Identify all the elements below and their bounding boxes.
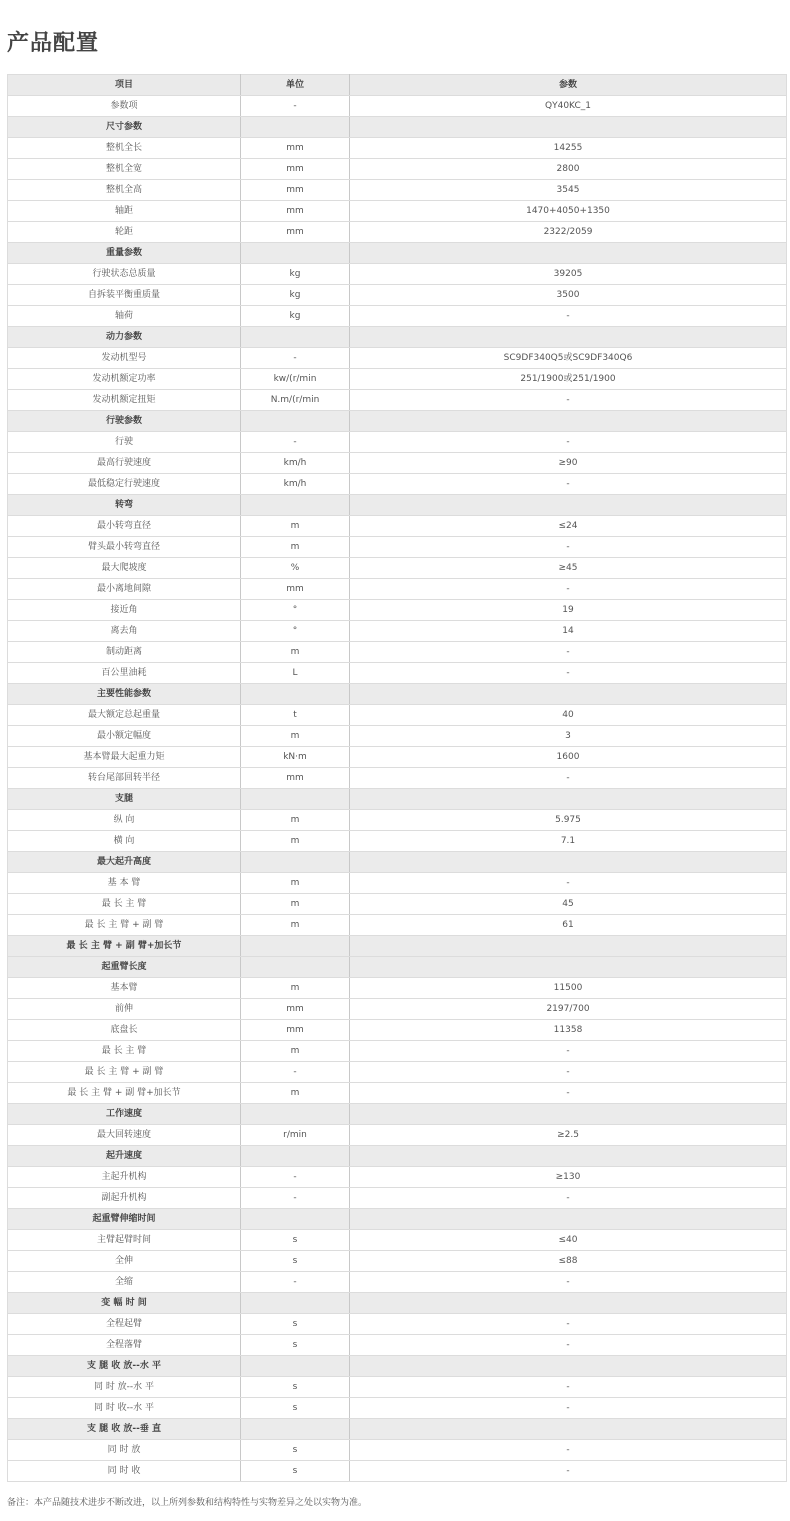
section-title: 最 长 主 臂 + 副 臂+加长节	[8, 936, 241, 957]
table-row	[8, 474, 787, 495]
row-item: 最小转弯直径	[8, 516, 241, 537]
row-item: 转台尾部回转半径	[8, 768, 241, 789]
table-row	[8, 1461, 787, 1482]
row-value: 3500	[350, 285, 787, 306]
row-value: ≥90	[350, 453, 787, 474]
row-value	[350, 1146, 787, 1167]
row-value: ≤24	[350, 516, 787, 537]
table-row	[8, 159, 787, 180]
table-row	[8, 1167, 787, 1188]
row-unit: %	[241, 558, 350, 579]
table-row	[8, 1125, 787, 1146]
row-item: 轴距	[8, 201, 241, 222]
row-value	[350, 327, 787, 348]
section-header-row	[8, 117, 787, 138]
row-item: 全程起臂	[8, 1314, 241, 1335]
row-value: 11500	[350, 978, 787, 999]
table-row	[8, 873, 787, 894]
row-value	[350, 495, 787, 516]
row-item: 百公里油耗	[8, 663, 241, 684]
row-unit: kg	[241, 306, 350, 327]
row-value: ≥130	[350, 1167, 787, 1188]
header-item: 项目	[8, 75, 241, 96]
table-row	[8, 894, 787, 915]
section-title: 重量参数	[8, 243, 241, 264]
row-unit: -	[241, 96, 350, 117]
section-header-row	[8, 684, 787, 705]
row-unit: kw/(r/min	[241, 369, 350, 390]
row-unit: s	[241, 1461, 350, 1482]
row-value: ≥2.5	[350, 1125, 787, 1146]
table-row	[8, 600, 787, 621]
row-unit: s	[241, 1377, 350, 1398]
row-value: -	[350, 1062, 787, 1083]
row-value: -	[350, 1461, 787, 1482]
row-unit	[241, 327, 350, 348]
row-unit: s	[241, 1335, 350, 1356]
row-value: 2197/700	[350, 999, 787, 1020]
row-item: 自拆装平衡重质量	[8, 285, 241, 306]
row-item: 主臂起臂时间	[8, 1230, 241, 1251]
section-title: 起升速度	[8, 1146, 241, 1167]
section-header-row	[8, 1104, 787, 1125]
row-unit: m	[241, 516, 350, 537]
row-item: 最小离地间隙	[8, 579, 241, 600]
row-value	[350, 1209, 787, 1230]
spec-table	[7, 74, 787, 1482]
row-unit	[241, 1419, 350, 1440]
section-header-row	[8, 495, 787, 516]
row-unit: -	[241, 1062, 350, 1083]
row-value: 11358	[350, 1020, 787, 1041]
table-row	[8, 1230, 787, 1251]
section-title: 主要性能参数	[8, 684, 241, 705]
table-row	[8, 1272, 787, 1293]
row-unit	[241, 1146, 350, 1167]
row-unit: mm	[241, 999, 350, 1020]
row-value: -	[350, 1335, 787, 1356]
row-item: 底盘长	[8, 1020, 241, 1041]
row-value: ≥45	[350, 558, 787, 579]
table-row	[8, 768, 787, 789]
row-value	[350, 852, 787, 873]
row-value	[350, 1419, 787, 1440]
row-value: ≤40	[350, 1230, 787, 1251]
row-unit	[241, 936, 350, 957]
row-item: 发动机额定功率	[8, 369, 241, 390]
section-header-row	[8, 1146, 787, 1167]
row-value: ≤88	[350, 1251, 787, 1272]
row-unit: m	[241, 1083, 350, 1104]
row-value: 5.975	[350, 810, 787, 831]
footnote: 备注：本产品随技术进步不断改进，以上所列参数和结构特性与实物差异之处以实物为准。	[7, 1498, 368, 1508]
row-item: 轴荷	[8, 306, 241, 327]
row-value: -	[350, 579, 787, 600]
row-value: 1600	[350, 747, 787, 768]
row-item: 发动机型号	[8, 348, 241, 369]
row-value: -	[350, 1272, 787, 1293]
section-header-row	[8, 957, 787, 978]
row-value	[350, 789, 787, 810]
row-value	[350, 936, 787, 957]
row-unit: t	[241, 705, 350, 726]
row-unit	[241, 1293, 350, 1314]
row-item: 最高行驶速度	[8, 453, 241, 474]
row-unit: mm	[241, 579, 350, 600]
table-row	[8, 453, 787, 474]
row-item: 最大额定总起重量	[8, 705, 241, 726]
section-header-row	[8, 411, 787, 432]
row-item: 最 长 主 臂 + 副 臂+加长节	[8, 1083, 241, 1104]
row-value: 40	[350, 705, 787, 726]
row-unit: -	[241, 1272, 350, 1293]
row-value: -	[350, 390, 787, 411]
row-item: 行驶	[8, 432, 241, 453]
row-unit: mm	[241, 768, 350, 789]
row-item: 同 时 放	[8, 1440, 241, 1461]
row-unit: mm	[241, 1020, 350, 1041]
header-unit: 单位	[241, 75, 350, 96]
section-title: 转弯	[8, 495, 241, 516]
row-item: 整机全宽	[8, 159, 241, 180]
table-row	[8, 978, 787, 999]
section-header-row	[8, 1419, 787, 1440]
row-value: -	[350, 642, 787, 663]
row-unit: m	[241, 894, 350, 915]
table-row	[8, 663, 787, 684]
row-item: 离去角	[8, 621, 241, 642]
row-unit: mm	[241, 222, 350, 243]
row-unit: °	[241, 600, 350, 621]
row-value: 2322/2059	[350, 222, 787, 243]
table-row	[8, 180, 787, 201]
row-unit: -	[241, 1188, 350, 1209]
table-row	[8, 1083, 787, 1104]
row-value: 3545	[350, 180, 787, 201]
row-value: -	[350, 432, 787, 453]
section-header-row	[8, 852, 787, 873]
row-value: SC9DF340Q5或SC9DF340Q6	[350, 348, 787, 369]
table-row	[8, 915, 787, 936]
row-item: 副起升机构	[8, 1188, 241, 1209]
table-row	[8, 432, 787, 453]
table-row	[8, 537, 787, 558]
table-row	[8, 1041, 787, 1062]
table-row	[8, 138, 787, 159]
table-row	[8, 264, 787, 285]
table-row	[8, 1440, 787, 1461]
section-title: 起重臂长度	[8, 957, 241, 978]
row-value: 1470+4050+1350	[350, 201, 787, 222]
row-value	[350, 684, 787, 705]
row-item: 横 向	[8, 831, 241, 852]
header-value: 参数	[350, 75, 787, 96]
row-item: 全程落臂	[8, 1335, 241, 1356]
row-item: 最 长 主 臂 + 副 臂	[8, 1062, 241, 1083]
row-unit	[241, 1209, 350, 1230]
row-unit: mm	[241, 138, 350, 159]
row-unit: -	[241, 432, 350, 453]
row-value: 39205	[350, 264, 787, 285]
row-value: -	[350, 663, 787, 684]
row-value	[350, 243, 787, 264]
row-value	[350, 411, 787, 432]
row-item: 制动距离	[8, 642, 241, 663]
row-item: 接近角	[8, 600, 241, 621]
row-unit: °	[241, 621, 350, 642]
row-item: 全伸	[8, 1251, 241, 1272]
table-row	[8, 558, 787, 579]
row-unit: m	[241, 726, 350, 747]
row-unit: s	[241, 1251, 350, 1272]
row-item: 最大回转速度	[8, 1125, 241, 1146]
row-item: 最 长 主 臂	[8, 894, 241, 915]
row-value: QY40KC_1	[350, 96, 787, 117]
section-header-row	[8, 789, 787, 810]
row-value: -	[350, 1398, 787, 1419]
row-unit	[241, 495, 350, 516]
table-row	[8, 348, 787, 369]
section-title: 起重臂伸缩时间	[8, 1209, 241, 1230]
row-item: 纵 向	[8, 810, 241, 831]
row-item: 行驶状态总质量	[8, 264, 241, 285]
table-row	[8, 306, 787, 327]
row-unit: m	[241, 810, 350, 831]
row-unit: kg	[241, 264, 350, 285]
table-row	[8, 1020, 787, 1041]
row-unit	[241, 411, 350, 432]
row-unit: -	[241, 1167, 350, 1188]
row-item: 基 本 臂	[8, 873, 241, 894]
row-item: 最小额定幅度	[8, 726, 241, 747]
table-row	[8, 642, 787, 663]
row-item: 参数项	[8, 96, 241, 117]
section-title: 变 幅 时 间	[8, 1293, 241, 1314]
row-item: 基本臂	[8, 978, 241, 999]
row-unit: -	[241, 348, 350, 369]
row-value: -	[350, 1188, 787, 1209]
row-item: 最 长 主 臂	[8, 1041, 241, 1062]
row-unit: m	[241, 978, 350, 999]
section-title: 最大起升高度	[8, 852, 241, 873]
row-item: 轮距	[8, 222, 241, 243]
table-row	[8, 579, 787, 600]
row-unit: mm	[241, 180, 350, 201]
table-row	[8, 222, 787, 243]
row-value: 61	[350, 915, 787, 936]
row-unit: kN·m	[241, 747, 350, 768]
row-value: 14	[350, 621, 787, 642]
table-row	[8, 999, 787, 1020]
row-unit: s	[241, 1440, 350, 1461]
row-value: -	[350, 1041, 787, 1062]
table-row	[8, 705, 787, 726]
row-unit	[241, 684, 350, 705]
row-value: -	[350, 1377, 787, 1398]
section-title: 工作速度	[8, 1104, 241, 1125]
row-item: 同 时 收--水 平	[8, 1398, 241, 1419]
row-item: 发动机额定扭矩	[8, 390, 241, 411]
row-item: 整机全长	[8, 138, 241, 159]
row-value: -	[350, 474, 787, 495]
row-item: 最 长 主 臂 + 副 臂	[8, 915, 241, 936]
section-header-row	[8, 1356, 787, 1377]
section-title: 尺寸参数	[8, 117, 241, 138]
row-unit	[241, 957, 350, 978]
row-item: 基本臂最大起重力矩	[8, 747, 241, 768]
row-value: -	[350, 1083, 787, 1104]
row-unit: m	[241, 1041, 350, 1062]
table-row	[8, 1335, 787, 1356]
row-unit: kg	[241, 285, 350, 306]
row-unit	[241, 1356, 350, 1377]
row-unit: km/h	[241, 474, 350, 495]
row-value: -	[350, 768, 787, 789]
row-item: 主起升机构	[8, 1167, 241, 1188]
row-unit	[241, 789, 350, 810]
row-value: -	[350, 537, 787, 558]
table-row	[8, 747, 787, 768]
row-unit: s	[241, 1398, 350, 1419]
table-header-row	[8, 75, 787, 96]
row-value: 19	[350, 600, 787, 621]
row-unit: s	[241, 1314, 350, 1335]
row-item: 全缩	[8, 1272, 241, 1293]
table-row	[8, 621, 787, 642]
table-row	[8, 516, 787, 537]
row-item: 同 时 放--水 平	[8, 1377, 241, 1398]
table-row	[8, 1251, 787, 1272]
table-row	[8, 726, 787, 747]
row-value: 7.1	[350, 831, 787, 852]
row-item: 前伸	[8, 999, 241, 1020]
table-row	[8, 390, 787, 411]
row-value	[350, 1356, 787, 1377]
row-value: -	[350, 873, 787, 894]
section-title: 支腿	[8, 789, 241, 810]
row-value: 2800	[350, 159, 787, 180]
table-row	[8, 831, 787, 852]
table-row	[8, 1377, 787, 1398]
row-unit: m	[241, 915, 350, 936]
row-unit	[241, 852, 350, 873]
table-row	[8, 1188, 787, 1209]
row-unit: N.m/(r/min	[241, 390, 350, 411]
row-unit: r/min	[241, 1125, 350, 1146]
section-title: 支 腿 收 放--垂 直	[8, 1419, 241, 1440]
row-value	[350, 117, 787, 138]
row-unit: m	[241, 537, 350, 558]
row-unit: mm	[241, 201, 350, 222]
row-unit: m	[241, 831, 350, 852]
row-value: 14255	[350, 138, 787, 159]
section-header-row	[8, 243, 787, 264]
row-unit: mm	[241, 159, 350, 180]
table-row	[8, 96, 787, 117]
row-value: -	[350, 306, 787, 327]
row-unit: L	[241, 663, 350, 684]
row-unit	[241, 117, 350, 138]
row-unit: km/h	[241, 453, 350, 474]
table-row	[8, 1398, 787, 1419]
section-header-row	[8, 327, 787, 348]
row-value	[350, 1293, 787, 1314]
row-unit: m	[241, 642, 350, 663]
table-row	[8, 369, 787, 390]
section-title: 动力参数	[8, 327, 241, 348]
row-unit	[241, 1104, 350, 1125]
row-value: -	[350, 1314, 787, 1335]
row-item: 整机全高	[8, 180, 241, 201]
section-header-row	[8, 936, 787, 957]
row-item: 最大爬坡度	[8, 558, 241, 579]
table-row	[8, 201, 787, 222]
row-item: 最低稳定行驶速度	[8, 474, 241, 495]
row-value: 3	[350, 726, 787, 747]
row-value: 251/1900或251/1900	[350, 369, 787, 390]
row-value	[350, 1104, 787, 1125]
table-row	[8, 1062, 787, 1083]
section-header-row	[8, 1209, 787, 1230]
section-title: 支 腿 收 放--水 平	[8, 1356, 241, 1377]
row-unit	[241, 243, 350, 264]
table-row	[8, 285, 787, 306]
table-row	[8, 810, 787, 831]
row-value: -	[350, 1440, 787, 1461]
row-unit: m	[241, 873, 350, 894]
row-value	[350, 957, 787, 978]
section-header-row	[8, 1293, 787, 1314]
spec-body	[8, 96, 787, 1482]
page-title: 产品配置	[7, 31, 100, 56]
row-value: 45	[350, 894, 787, 915]
section-title: 行驶参数	[8, 411, 241, 432]
row-item: 同 时 收	[8, 1461, 241, 1482]
table-row	[8, 1314, 787, 1335]
row-unit: s	[241, 1230, 350, 1251]
row-item: 臂头最小转弯直径	[8, 537, 241, 558]
